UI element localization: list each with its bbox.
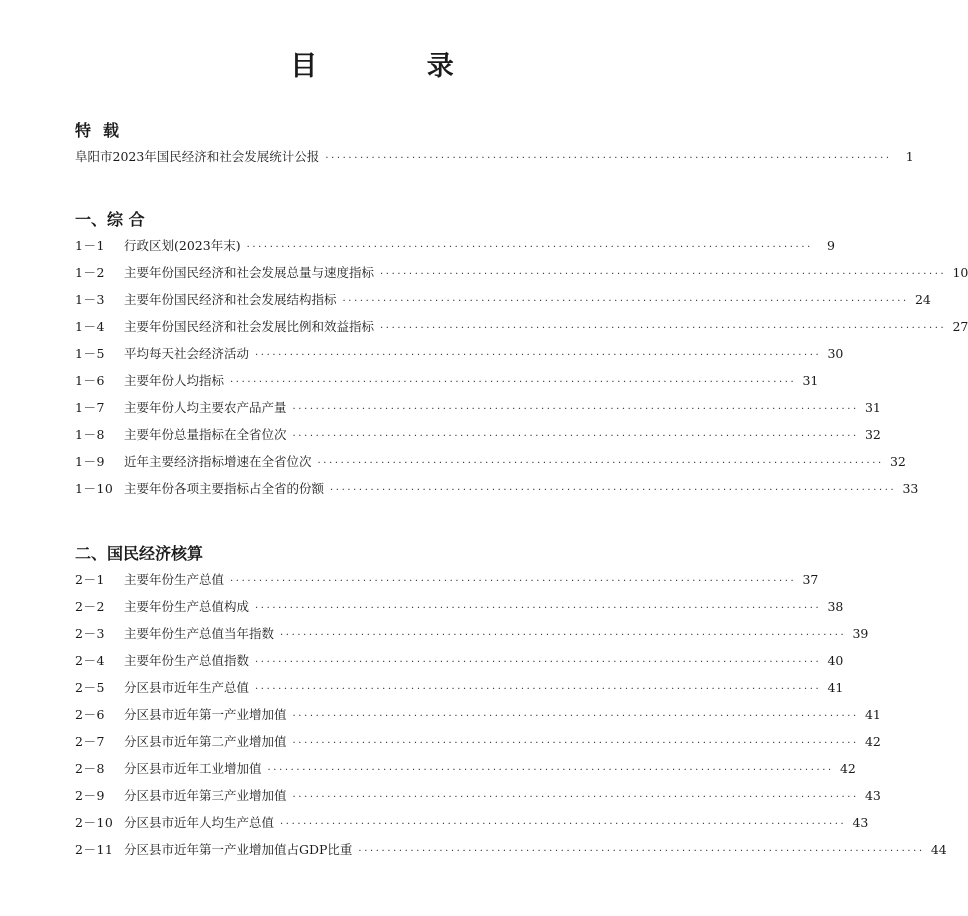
toc-entry-title: 主要年份生产总值指数 xyxy=(124,653,250,668)
toc-entry[interactable] xyxy=(75,571,819,589)
toc-entry-page: 10 xyxy=(952,265,968,280)
toc-entry-page: 31 xyxy=(864,400,881,415)
dot-leader: ·································································································· xyxy=(325,153,892,164)
toc-entry-title: 阜阳市2023年国民经济和社会发展统计公报 xyxy=(75,149,320,164)
toc-entry-page: 31 xyxy=(802,373,819,388)
toc-entry-title: 分区县市近年第二产业增加值 xyxy=(124,734,287,749)
toc-entry-page: 37 xyxy=(802,572,819,587)
dot-leader: ·································································································· xyxy=(358,846,925,857)
toc-entry-page: 39 xyxy=(852,626,869,641)
toc-entry-number: 2－2 xyxy=(75,599,105,614)
dot-leader: ·································································································· xyxy=(280,819,847,830)
toc-entry-title: 主要年份生产总值 xyxy=(124,572,225,587)
dot-leader: ·································································································· xyxy=(292,431,859,442)
toc-entry-title: 主要年份各项主要指标占全省的份额 xyxy=(124,481,325,496)
dot-leader: ·································································································· xyxy=(255,603,822,614)
toc-entry-number: 1－6 xyxy=(75,373,105,388)
toc-entry-title: 主要年份国民经济和社会发展比例和效益指标 xyxy=(124,319,375,334)
section-heading-1: 一、综 合 xyxy=(75,210,145,229)
dot-leader: ·································································································· xyxy=(255,657,822,668)
dot-leader: ·································································································· xyxy=(230,377,797,388)
toc-entry-title: 主要年份生产总值构成 xyxy=(124,599,250,614)
section-heading-special: 特载 xyxy=(75,121,132,140)
dot-leader: ·································································································· xyxy=(330,485,897,496)
toc-entry-title: 分区县市近年人均生产总值 xyxy=(124,815,275,830)
toc-entry-page: 33 xyxy=(902,481,919,496)
toc-entry-number: 2－7 xyxy=(75,734,105,749)
toc-entry-page: 24 xyxy=(914,292,931,307)
toc-entry-number: 2－10 xyxy=(75,815,114,830)
toc-entry-page: 41 xyxy=(864,707,881,722)
dot-leader: ·································································································· xyxy=(292,738,859,749)
toc-entry[interactable] xyxy=(75,598,844,616)
toc-entry[interactable] xyxy=(75,787,881,805)
toc-entry-number: 2－1 xyxy=(75,572,105,587)
toc-entry-page: 32 xyxy=(864,427,881,442)
section-heading-2: 二、国民经济核算 xyxy=(75,544,204,563)
dot-leader: ·································································································· xyxy=(342,296,909,307)
toc-entry-title: 分区县市近年工业增加值 xyxy=(124,761,262,776)
toc-entry-page: 27 xyxy=(952,319,968,334)
toc-entry-number: 1－3 xyxy=(75,292,105,307)
toc-entry[interactable] xyxy=(75,399,881,417)
toc-entry-number: 1－10 xyxy=(75,481,114,496)
toc-entry-title: 主要年份国民经济和社会发展结构指标 xyxy=(124,292,337,307)
toc-entry-title: 主要年份人均指标 xyxy=(124,373,225,388)
toc-entry-number: 2－11 xyxy=(75,842,114,857)
dot-leader: ·································································································· xyxy=(255,350,822,361)
toc-entry-number: 2－3 xyxy=(75,626,105,641)
toc-entry[interactable] xyxy=(75,345,844,363)
toc-entry[interactable] xyxy=(75,318,968,336)
dot-leader: ·································································································· xyxy=(246,242,813,253)
toc-entry-page: 40 xyxy=(827,653,844,668)
toc-entry-title: 分区县市近年第一产业增加值占GDP比重 xyxy=(124,842,353,857)
toc-entry[interactable] xyxy=(75,679,844,697)
dot-leader: ·································································································· xyxy=(280,630,847,641)
toc-entry-page: 43 xyxy=(864,788,881,803)
toc-entry[interactable] xyxy=(75,652,844,670)
toc-entry-page: 43 xyxy=(852,815,869,830)
toc-entry-page: 41 xyxy=(827,680,844,695)
toc-entry-number: 2－8 xyxy=(75,761,105,776)
toc-entry-title: 分区县市近年第三产业增加值 xyxy=(124,788,287,803)
toc-entry-number: 2－5 xyxy=(75,680,105,695)
toc-entry-number: 1－5 xyxy=(75,346,105,361)
toc-entry-number: 1－9 xyxy=(75,454,105,469)
toc-entry-title: 主要年份人均主要农产品产量 xyxy=(124,400,287,415)
toc-entry-page: 42 xyxy=(864,734,881,749)
toc-entry-page: 42 xyxy=(839,761,856,776)
toc-entry-page: 38 xyxy=(827,599,844,614)
toc-entry[interactable] xyxy=(75,372,819,390)
dot-leader: ·································································································· xyxy=(255,684,822,695)
dot-leader: ·································································································· xyxy=(267,765,834,776)
toc-entry[interactable] xyxy=(75,625,869,643)
toc-entry-special[interactable] xyxy=(75,148,914,166)
toc-entry-title: 主要年份生产总值当年指数 xyxy=(124,626,275,641)
toc-entry-title: 近年主要经济指标增速在全省位次 xyxy=(124,454,312,469)
toc-entry-title: 平均每天社会经济活动 xyxy=(124,346,250,361)
toc-entry-title: 行政区划(2023年末) xyxy=(124,238,241,253)
dot-leader: ·································································································· xyxy=(292,404,859,415)
dot-leader: ·································································································· xyxy=(292,711,859,722)
toc-entry[interactable] xyxy=(75,426,881,444)
toc-entry[interactable] xyxy=(75,480,919,498)
toc-entry[interactable] xyxy=(75,264,968,282)
toc-entry-title: 分区县市近年生产总值 xyxy=(124,680,250,695)
dot-leader: ·································································································· xyxy=(380,323,947,334)
toc-entry-number: 2－4 xyxy=(75,653,105,668)
page-title: 目 录 xyxy=(290,51,504,82)
toc-entry[interactable] xyxy=(75,814,869,832)
toc-entry-title: 主要年份总量指标在全省位次 xyxy=(124,427,287,442)
toc-entry[interactable] xyxy=(75,733,881,751)
toc-entry-number: 1－4 xyxy=(75,319,105,334)
toc-entry[interactable] xyxy=(75,841,947,859)
toc-entry-page: 32 xyxy=(889,454,906,469)
dot-leader: ·································································································· xyxy=(317,458,884,469)
toc-entry-page: 30 xyxy=(827,346,844,361)
toc-entry-page: 44 xyxy=(930,842,947,857)
dot-leader: ·································································································· xyxy=(230,576,797,587)
toc-entry-number: 2－9 xyxy=(75,788,105,803)
toc-entry[interactable] xyxy=(75,760,856,778)
toc-entry-page: 9 xyxy=(826,238,835,253)
dot-leader: ·································································································· xyxy=(292,792,859,803)
toc-entry-number: 1－8 xyxy=(75,427,105,442)
toc-entry[interactable] xyxy=(75,237,835,255)
toc-entry-number: 1－1 xyxy=(75,238,105,253)
toc-entry[interactable] xyxy=(75,291,931,309)
dot-leader: ·································································································· xyxy=(380,269,947,280)
toc-entry-title: 主要年份国民经济和社会发展总量与速度指标 xyxy=(124,265,375,280)
toc-entry[interactable] xyxy=(75,706,881,724)
toc-entry-number: 1－2 xyxy=(75,265,105,280)
toc-entry[interactable] xyxy=(75,453,906,471)
toc-entry-number: 2－6 xyxy=(75,707,105,722)
toc-entry-number: 1－7 xyxy=(75,400,105,415)
toc-entry-title: 分区县市近年第一产业增加值 xyxy=(124,707,287,722)
toc-entry-page: 1 xyxy=(905,149,914,164)
